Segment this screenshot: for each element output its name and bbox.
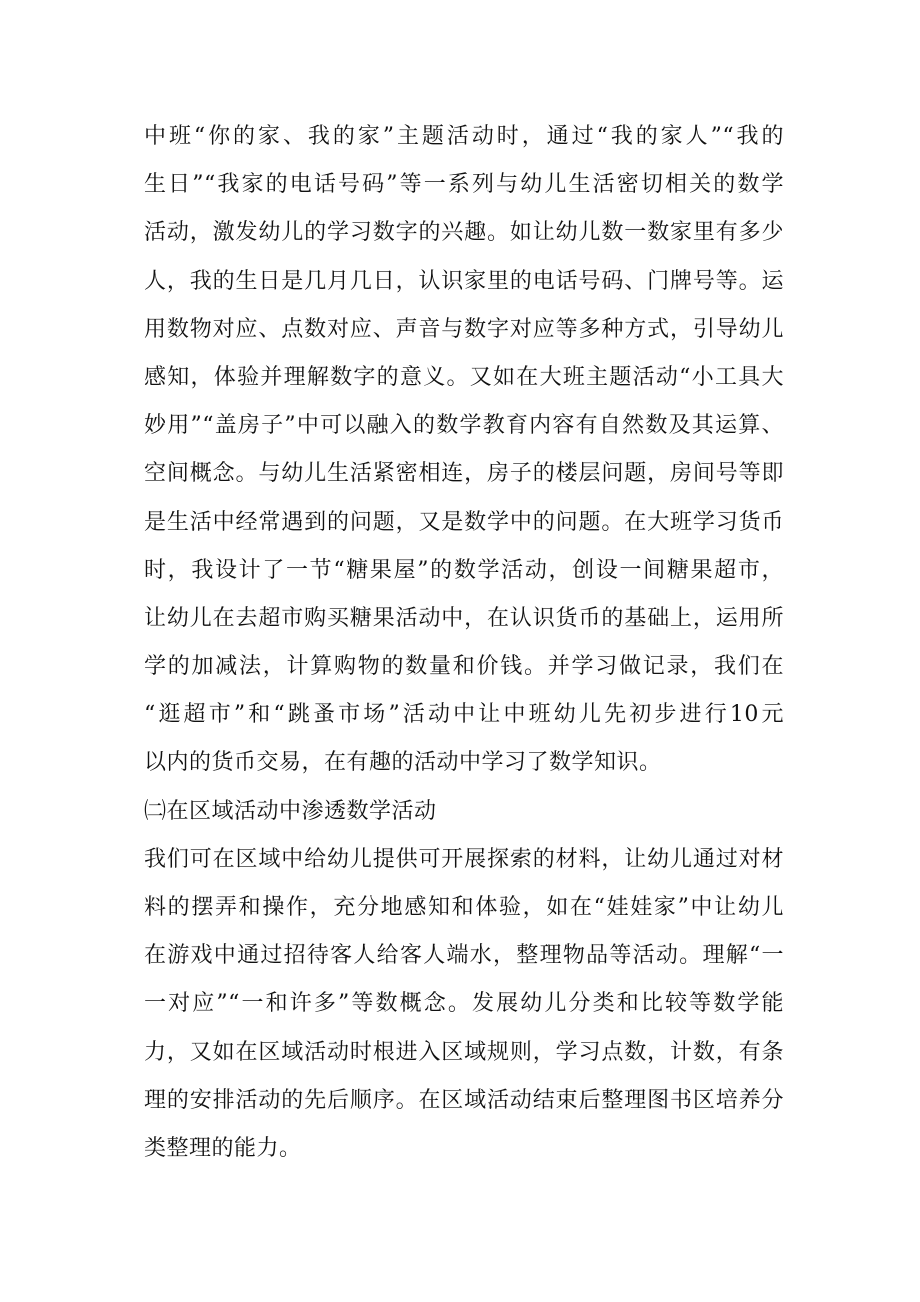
text-line: 中班“你的家、我的家”主题活动时，通过“我的家人”“我的 [144,124,784,149]
paragraph-2 [144,836,784,1173]
section-heading: ㈡在区域活动中渗透数学活动 [144,798,437,824]
text-line: 学的加减法，计算购物的数量和价钱。并学习做记录，我们在 [144,654,784,680]
document-body [144,113,784,1173]
text-line: 生日”“我家的电话号码”等一系列与幼儿生活密切相关的数学 [144,172,784,198]
text-line: 妙用”“盖房子”中可以融入的数学教育内容有自然数及其运算、 [144,413,784,439]
text-line: 是生活中经常遇到的问题，又是数学中的问题。在大班学习货币 [144,509,784,535]
text-line: 感知，体验并理解数字的意义。又如在大班主题活动“小工具大 [144,364,784,390]
text-line: 人，我的生日是几月几日，认识家里的电话号码、门牌号等。运 [144,268,784,294]
text-line: 活动，激发幼儿的学习数字的兴趣。如让幼儿数一数家里有多少 [144,220,784,246]
text-line: 我们可在区域中给幼儿提供可开展探索的材料，让幼儿通过对材 [144,846,784,872]
text-line: 在游戏中通过招待客人给客人端水，整理物品等活动。理解“一 [144,943,784,969]
text-line: 类整理的能力。 [144,1135,302,1161]
text-line: 一对应”“一和许多”等数概念。发展幼儿分类和比较等数学能 [144,991,784,1017]
paragraph-1 [144,113,784,788]
text-line: 时，我设计了一节“糖果屋”的数学活动，创设一间糖果超市， [144,557,784,583]
text-line: 理的安排活动的先后顺序。在区域活动结束后整理图书区培养分 [144,1087,784,1113]
text-line: 让幼儿在去超市购买糖果活动中，在认识货币的基础上，运用所 [144,605,784,631]
text-line: 以内的货币交易，在有趣的活动中学习了数学知识。 [144,750,662,776]
text-line: “逛超市”和“跳蚤市场”活动中让中班幼儿先初步进行10元 [144,702,784,728]
text-line: 料的摆弄和操作，充分地感知和体验，如在“娃娃家”中让幼儿 [144,895,784,920]
text-line: 用数物对应、点数对应、声音与数字对应等多种方式，引导幼儿 [144,316,784,342]
text-line: 空间概念。与幼儿生活紧密相连，房子的楼层问题，房间号等即 [144,461,784,487]
text-line: 力，又如在区域活动时根进入区域规则，学习点数，计数，有条 [144,1039,784,1065]
